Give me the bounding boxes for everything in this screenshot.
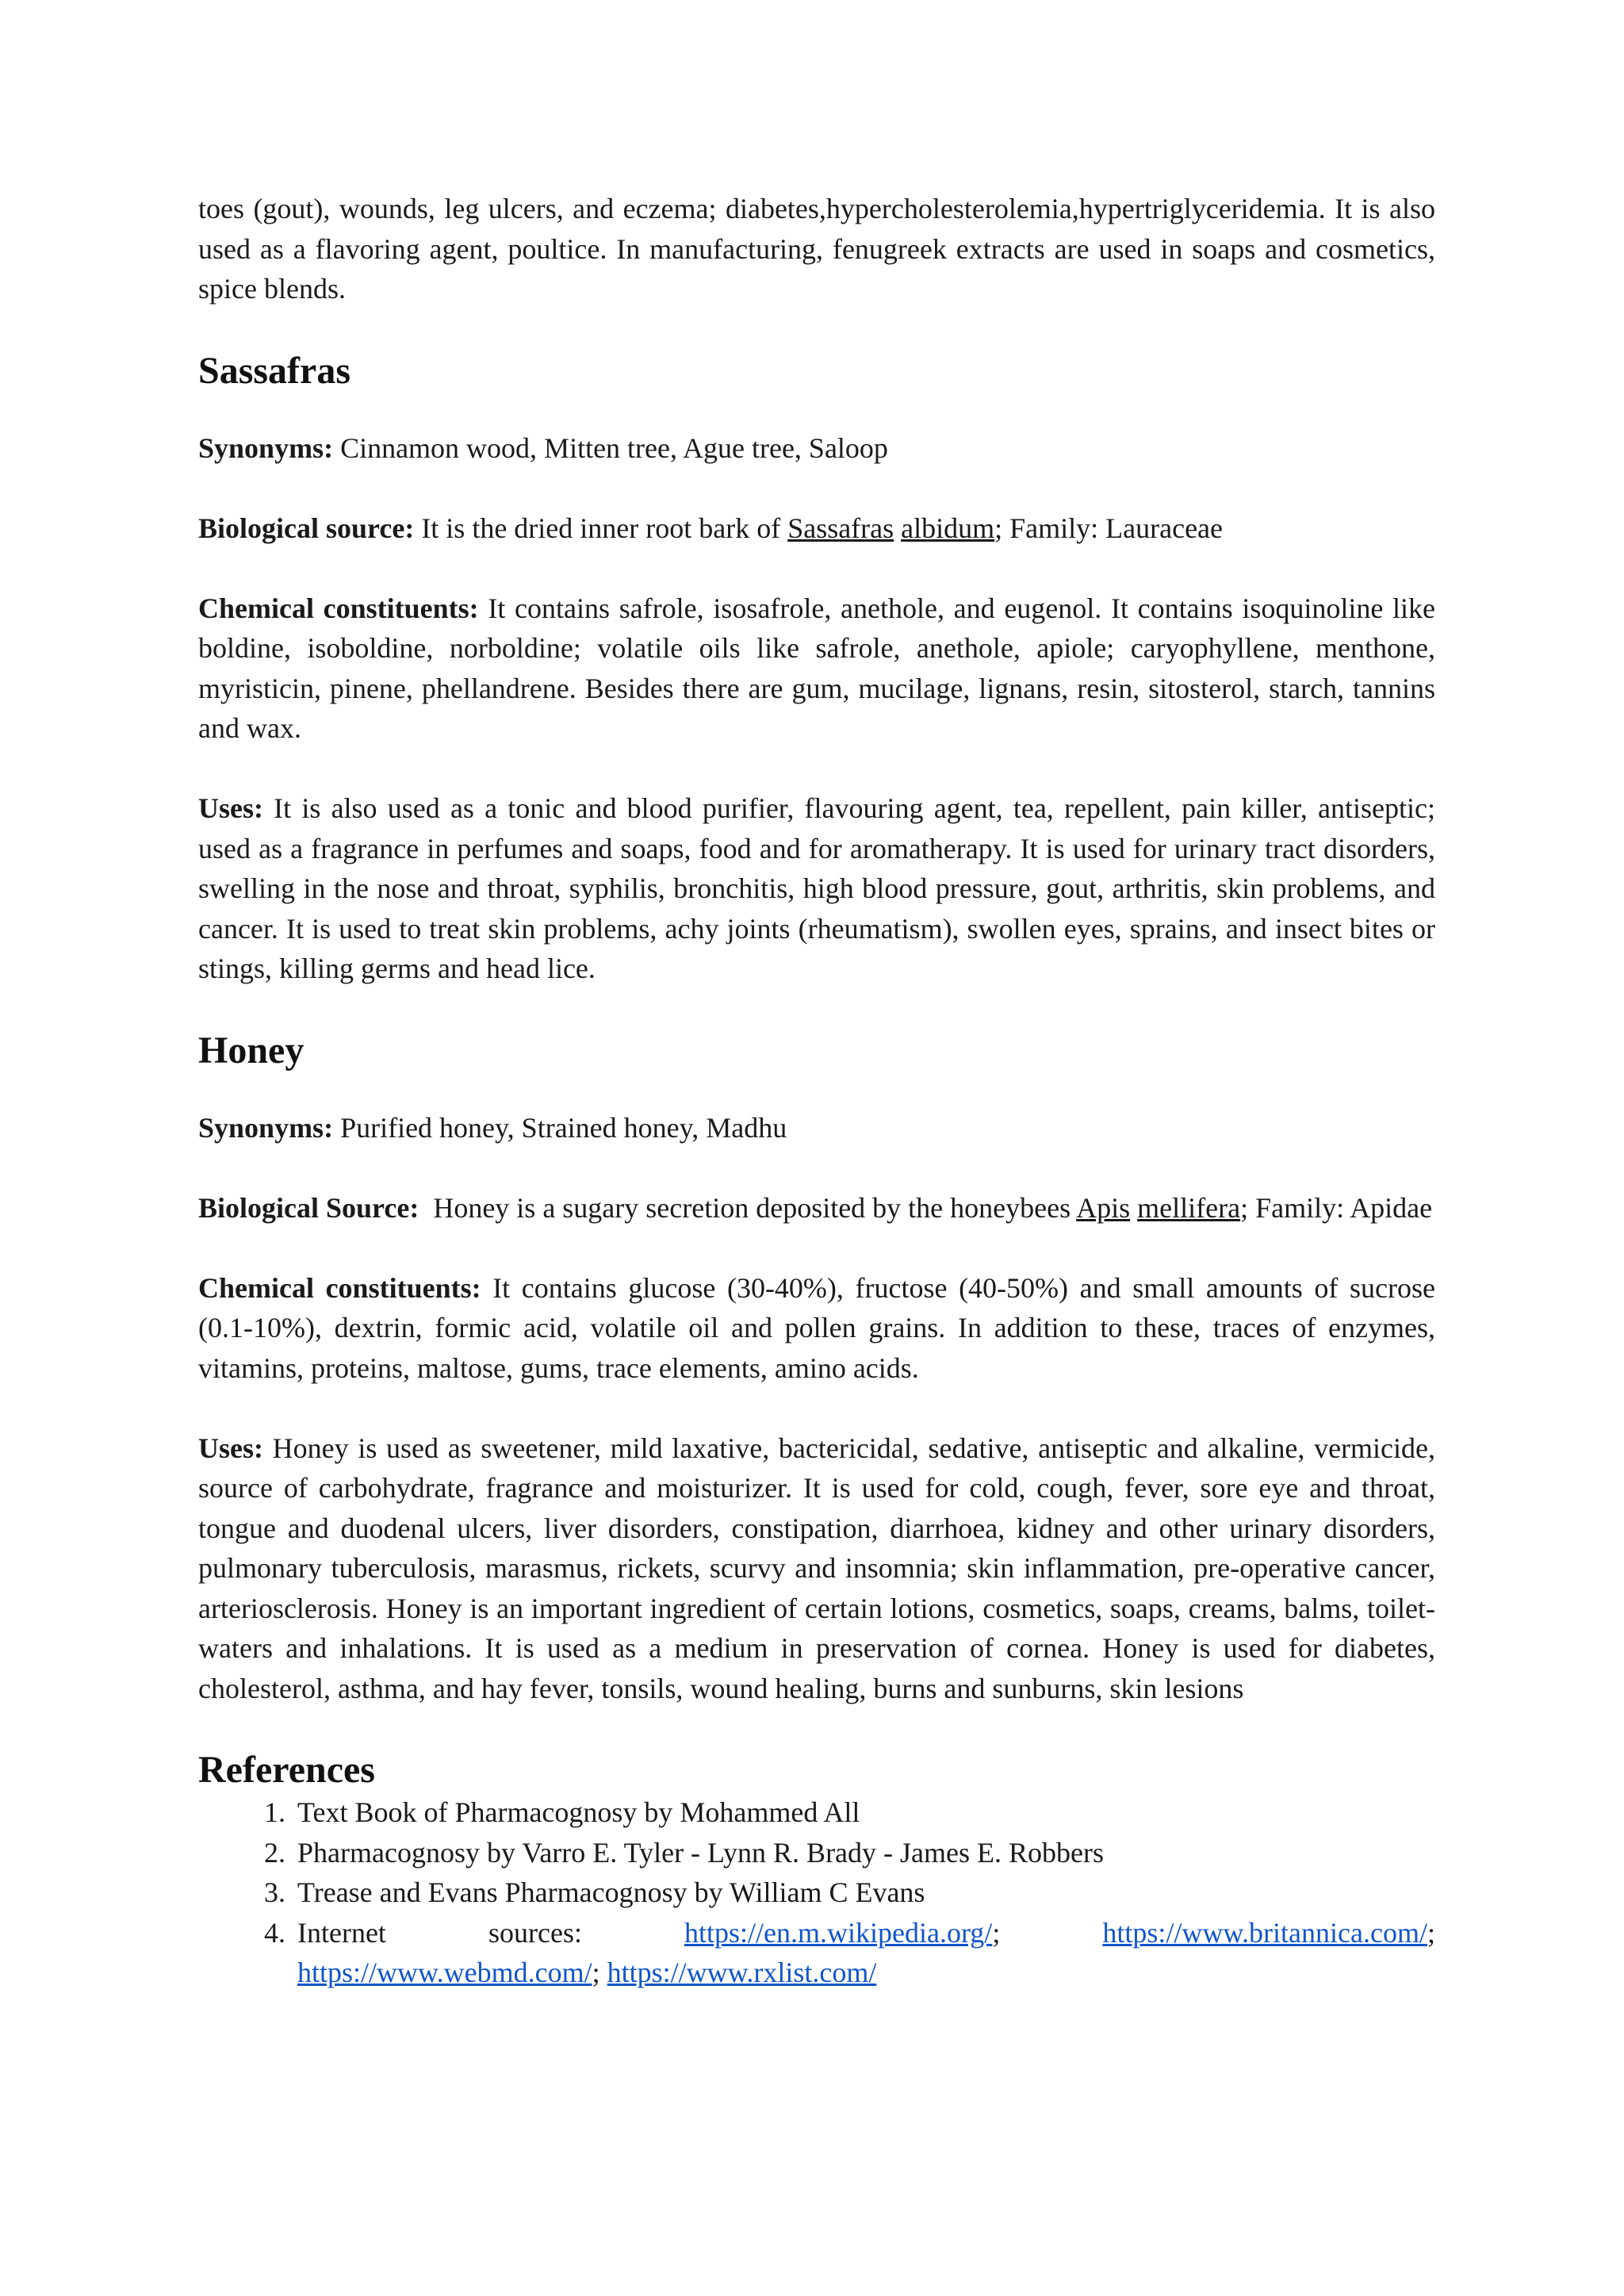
chem-text: It contains glucose (30-40%), fructose (40-50%) and small amounts of sucrose (0.1-10%), dextrin, formic acid, volatile oil and pollen grains. In addition to these, traces of enzymes, vitamins, proteins, maltose, gums, trace elements, amino acids. [198,1271,1435,1384]
family-text: ; Family: Apidae [1240,1191,1433,1224]
reference-item [198,1872,1435,1913]
webmd-link[interactable]: https://www.webmd.com/ [297,1957,592,1988]
genus-name: Sassafras [787,512,894,544]
species-name: albidum [901,512,995,544]
document-page [198,189,1435,1993]
britannica-link-group [1102,1913,1435,1953]
bio-source-label: Biological Source: [198,1191,419,1224]
uses-label: Uses: [198,1432,263,1464]
bio-source-text: Honey is a sugary secretion deposited by the honeybees [419,1191,1077,1224]
rxlist-link[interactable]: https://www.rxlist.com/ [607,1957,877,1988]
references-heading: References [198,1749,375,1791]
uses-label: Uses: [198,792,263,824]
separator: ; [1427,1916,1435,1949]
internet-sources-line-2 [297,1953,1435,1993]
honey-heading: Honey [198,1029,304,1071]
references-list [198,1792,1435,1993]
bio-source-label: Biological source: [198,512,415,544]
chem-label: Chemical constituents: [198,592,479,624]
honey-synonyms [198,1108,1435,1148]
reference-text: Text Book of Pharmacognosy by Mohammed All [297,1796,860,1828]
sassafras-synonyms [198,428,1435,469]
sassafras-biological-source [198,508,1435,549]
uses-text: Honey is used as sweetener, mild laxative, bactericidal, sedative, antiseptic and alkaline, vermicide, source of carbohydrate, fragrance and moisturizer. It is used for cold, cough, fever, sore eye and throat, tongue and duodenal ulcers, liver disorders, constipation, diarrhoea, kidney and other urinary disorders, pulmonary tuberculosis, marasmus, rickets, scurvy and insomnia; skin inflammation, pre-operative cancer, arteriosclerosis. Honey is an important ingredient of certain lotions, cosmetics, soaps, creams, balms, toilet-waters and inhalations. It is used as a medium in preservation of cornea. Honey is used for diabetes, cholesterol, asthma, and hay fever, tonsils, wound healing, burns and sunburns, skin lesions [198,1432,1435,1704]
uses-text: It is also used as a tonic and blood purifier, flavouring agent, tea, repellent, pain killer, antiseptic; used as a fragrance in perfumes and soaps, food and for aromatherapy. It is used for urinary tract disorders, swelling in the nose and throat, syphilis, bronchitis, high blood pressure, gout, arthritis, skin problems, and cancer. It is used to treat skin problems, achy joints (rheumatism), swollen eyes, sprains, and insect bites or stings, killing germs and head lice. [198,792,1435,984]
internet-sources-line [297,1913,1435,1953]
chem-label: Chemical constituents: [198,1271,481,1304]
honey-chemical-constituents [198,1268,1435,1389]
sassafras-chemical-constituents [198,588,1435,749]
chem-text: It contains safrole, isosafrole, anethole, and eugenol. It contains isoquinoline like boldine, isoboldine, norboldine; volatile oils like safrole, anethole, apiole; caryophyllene, menthone, myristicin, pinene, phellandrene. Besides there are gum, mucilage, lignans, resin, sitosterol, starch, tannins and wax. [198,592,1435,744]
wikipedia-link-group [684,1913,1000,1953]
internet-label: Internet [297,1916,386,1949]
reference-number: 2. [264,1836,285,1869]
reference-number: 3. [264,1876,285,1908]
sassafras-uses [198,788,1435,989]
reference-item-internet [198,1913,1435,1993]
synonyms-text: Purified honey, Strained honey, Madhu [333,1111,787,1144]
separator: ; [592,1957,600,1988]
reference-number: 4. [264,1916,285,1949]
wikipedia-link[interactable]: https://en.m.wikipedia.org/ [684,1916,993,1949]
reference-item [198,1792,1435,1833]
honey-uses [198,1428,1435,1709]
reference-text: Pharmacognosy by Varro E. Tyler - Lynn R. Brady - James E. Robbers [297,1836,1104,1869]
genus-name: Apis [1076,1191,1131,1224]
species-name: mellifera [1137,1191,1241,1224]
synonyms-text: Cinnamon wood, Mitten tree, Ague tree, Saloop [333,431,888,464]
britannica-link[interactable]: https://www.britannica.com/ [1102,1916,1427,1949]
family-text: ; Family: Lauraceae [994,512,1223,544]
honey-biological-source [198,1188,1435,1228]
reference-text: Trease and Evans Pharmacognosy by William C Evans [297,1876,925,1908]
sources-label: sources: [488,1916,582,1949]
synonyms-label: Synonyms: [198,1111,334,1144]
intro-paragraph: toes (gout), wounds, leg ulcers, and eczema; diabetes,hypercholesterolemia,hypertriglyceridemia. It is also used as a flavoring agent, poultice. In manufacturing, fenugreek extracts are used in soaps and cosmetics, spice blends. [198,193,1435,305]
separator: ; [992,1916,1001,1949]
sassafras-heading: Sassafras [198,349,351,392]
bio-source-text: It is the dried inner root bark of [414,512,788,544]
reference-number: 1. [264,1796,285,1828]
reference-item [198,1833,1435,1873]
synonyms-label: Synonyms: [198,431,334,464]
